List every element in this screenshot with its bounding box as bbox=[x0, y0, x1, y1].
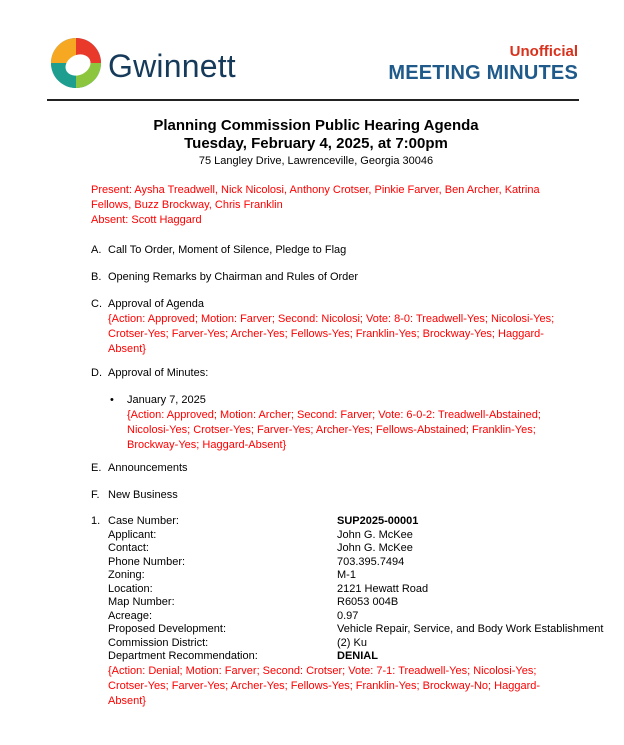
present-list: Present: Aysha Treadwell, Nick Nicolosi, Anthony Crotser, Pinkie Farver, Ben Archer, Katrina Fellows, Buzz Brockway, Chris Franklin bbox=[91, 184, 540, 211]
case-label: Proposed Development: bbox=[108, 623, 227, 635]
case-value: (2) Ku bbox=[337, 636, 367, 649]
item-text: Approval of Agenda bbox=[108, 298, 205, 310]
minutes-date: January 7, 2025 bbox=[127, 394, 206, 406]
case-value: Vehicle Repair, Service, and Body Work Establishment bbox=[337, 623, 604, 635]
case-value: 2121 Hewatt Road bbox=[337, 582, 429, 595]
item-text: Announcements bbox=[108, 462, 188, 474]
item-letter: C. bbox=[91, 298, 102, 310]
case-label: Phone Number: bbox=[108, 555, 186, 568]
gwinnett-logo-icon bbox=[50, 37, 102, 89]
case-label: Contact: bbox=[108, 542, 149, 554]
item-action: {Action: Approved; Motion: Farver; Second: Nicolosi; Vote: 8-0: Treadwell-Yes; Nicolosi-Yes; Crotser-Yes; Farver-Yes; Archer-Yes; Fellows-Yes; Franklin-Yes; Brockway-Yes; Haggard-Absent} bbox=[108, 313, 555, 355]
item-text: Opening Remarks by Chairman and Rules of Order bbox=[108, 271, 359, 283]
agenda-title: Planning Commission Public Hearing Agenda bbox=[153, 117, 479, 134]
bullet-icon: • bbox=[110, 394, 114, 406]
document-header bbox=[0, 0, 624, 100]
logo-wordmark: Gwinnett bbox=[108, 48, 236, 84]
case-label: Map Number: bbox=[108, 596, 175, 608]
absent-list: Absent: Scott Haggard bbox=[91, 214, 202, 226]
case-label: Applicant: bbox=[108, 528, 157, 541]
case-value: R6053 004B bbox=[337, 596, 399, 608]
item-letter: B. bbox=[91, 271, 102, 283]
case-label: Commission District: bbox=[108, 636, 209, 649]
case-label: Acreage: bbox=[108, 609, 153, 622]
item-text: Approval of Minutes: bbox=[108, 367, 209, 379]
agenda-address: 75 Langley Drive, Lawrenceville, Georgia 30046 bbox=[198, 155, 434, 167]
case-value: John G. McKee bbox=[337, 542, 413, 554]
header-divider bbox=[47, 99, 579, 101]
item-letter: E. bbox=[91, 462, 102, 474]
case-value: DENIAL bbox=[337, 650, 378, 662]
case-label: Department Recommendation: bbox=[108, 650, 258, 662]
item-text: New Business bbox=[108, 489, 178, 501]
case-value: SUP2025-00001 bbox=[337, 515, 419, 527]
case-action: {Action: Denial; Motion: Farver; Second: Crotser; Vote: 7-1: Treadwell-Yes; Nicolosi-Yes; Crotser-Yes; Farver-Yes; Archer-Yes; Fellows-Yes; Franklin-Yes; Brockway-No; Haggard-Absent} bbox=[108, 665, 541, 707]
item-letter: F. bbox=[91, 489, 100, 501]
item-letter: D. bbox=[91, 367, 102, 379]
case-value: 0.97 bbox=[337, 609, 359, 622]
case-label: Zoning: bbox=[108, 569, 145, 581]
agenda-date: Tuesday, February 4, 2025, at 7:00pm bbox=[184, 135, 448, 152]
meeting-minutes-title: MEETING MINUTES bbox=[388, 62, 578, 84]
case-label: Location: bbox=[108, 582, 153, 595]
item-letter: A. bbox=[91, 244, 102, 256]
agenda-heading bbox=[0, 117, 624, 169]
case-label: Case Number: bbox=[108, 515, 179, 527]
item-text: Call To Order, Moment of Silence, Pledge to Flag bbox=[108, 244, 347, 256]
case-value: M-1 bbox=[337, 569, 356, 581]
unofficial-label: Unofficial bbox=[509, 43, 578, 60]
case-index: 1. bbox=[91, 515, 101, 527]
case-value: 703.395.7494 bbox=[337, 555, 405, 568]
item-action: {Action: Approved; Motion: Archer; Second: Farver; Vote: 6-0-2: Treadwell-Abstained; Nicolosi-Yes; Crotser-Yes; Farver-Yes; Archer-Yes; Fellows-Abstained; Franklin-Yes; Brockway-Yes; Haggard-Absent} bbox=[127, 409, 541, 451]
attendance bbox=[91, 183, 561, 228]
case-value: John G. McKee bbox=[337, 528, 413, 541]
